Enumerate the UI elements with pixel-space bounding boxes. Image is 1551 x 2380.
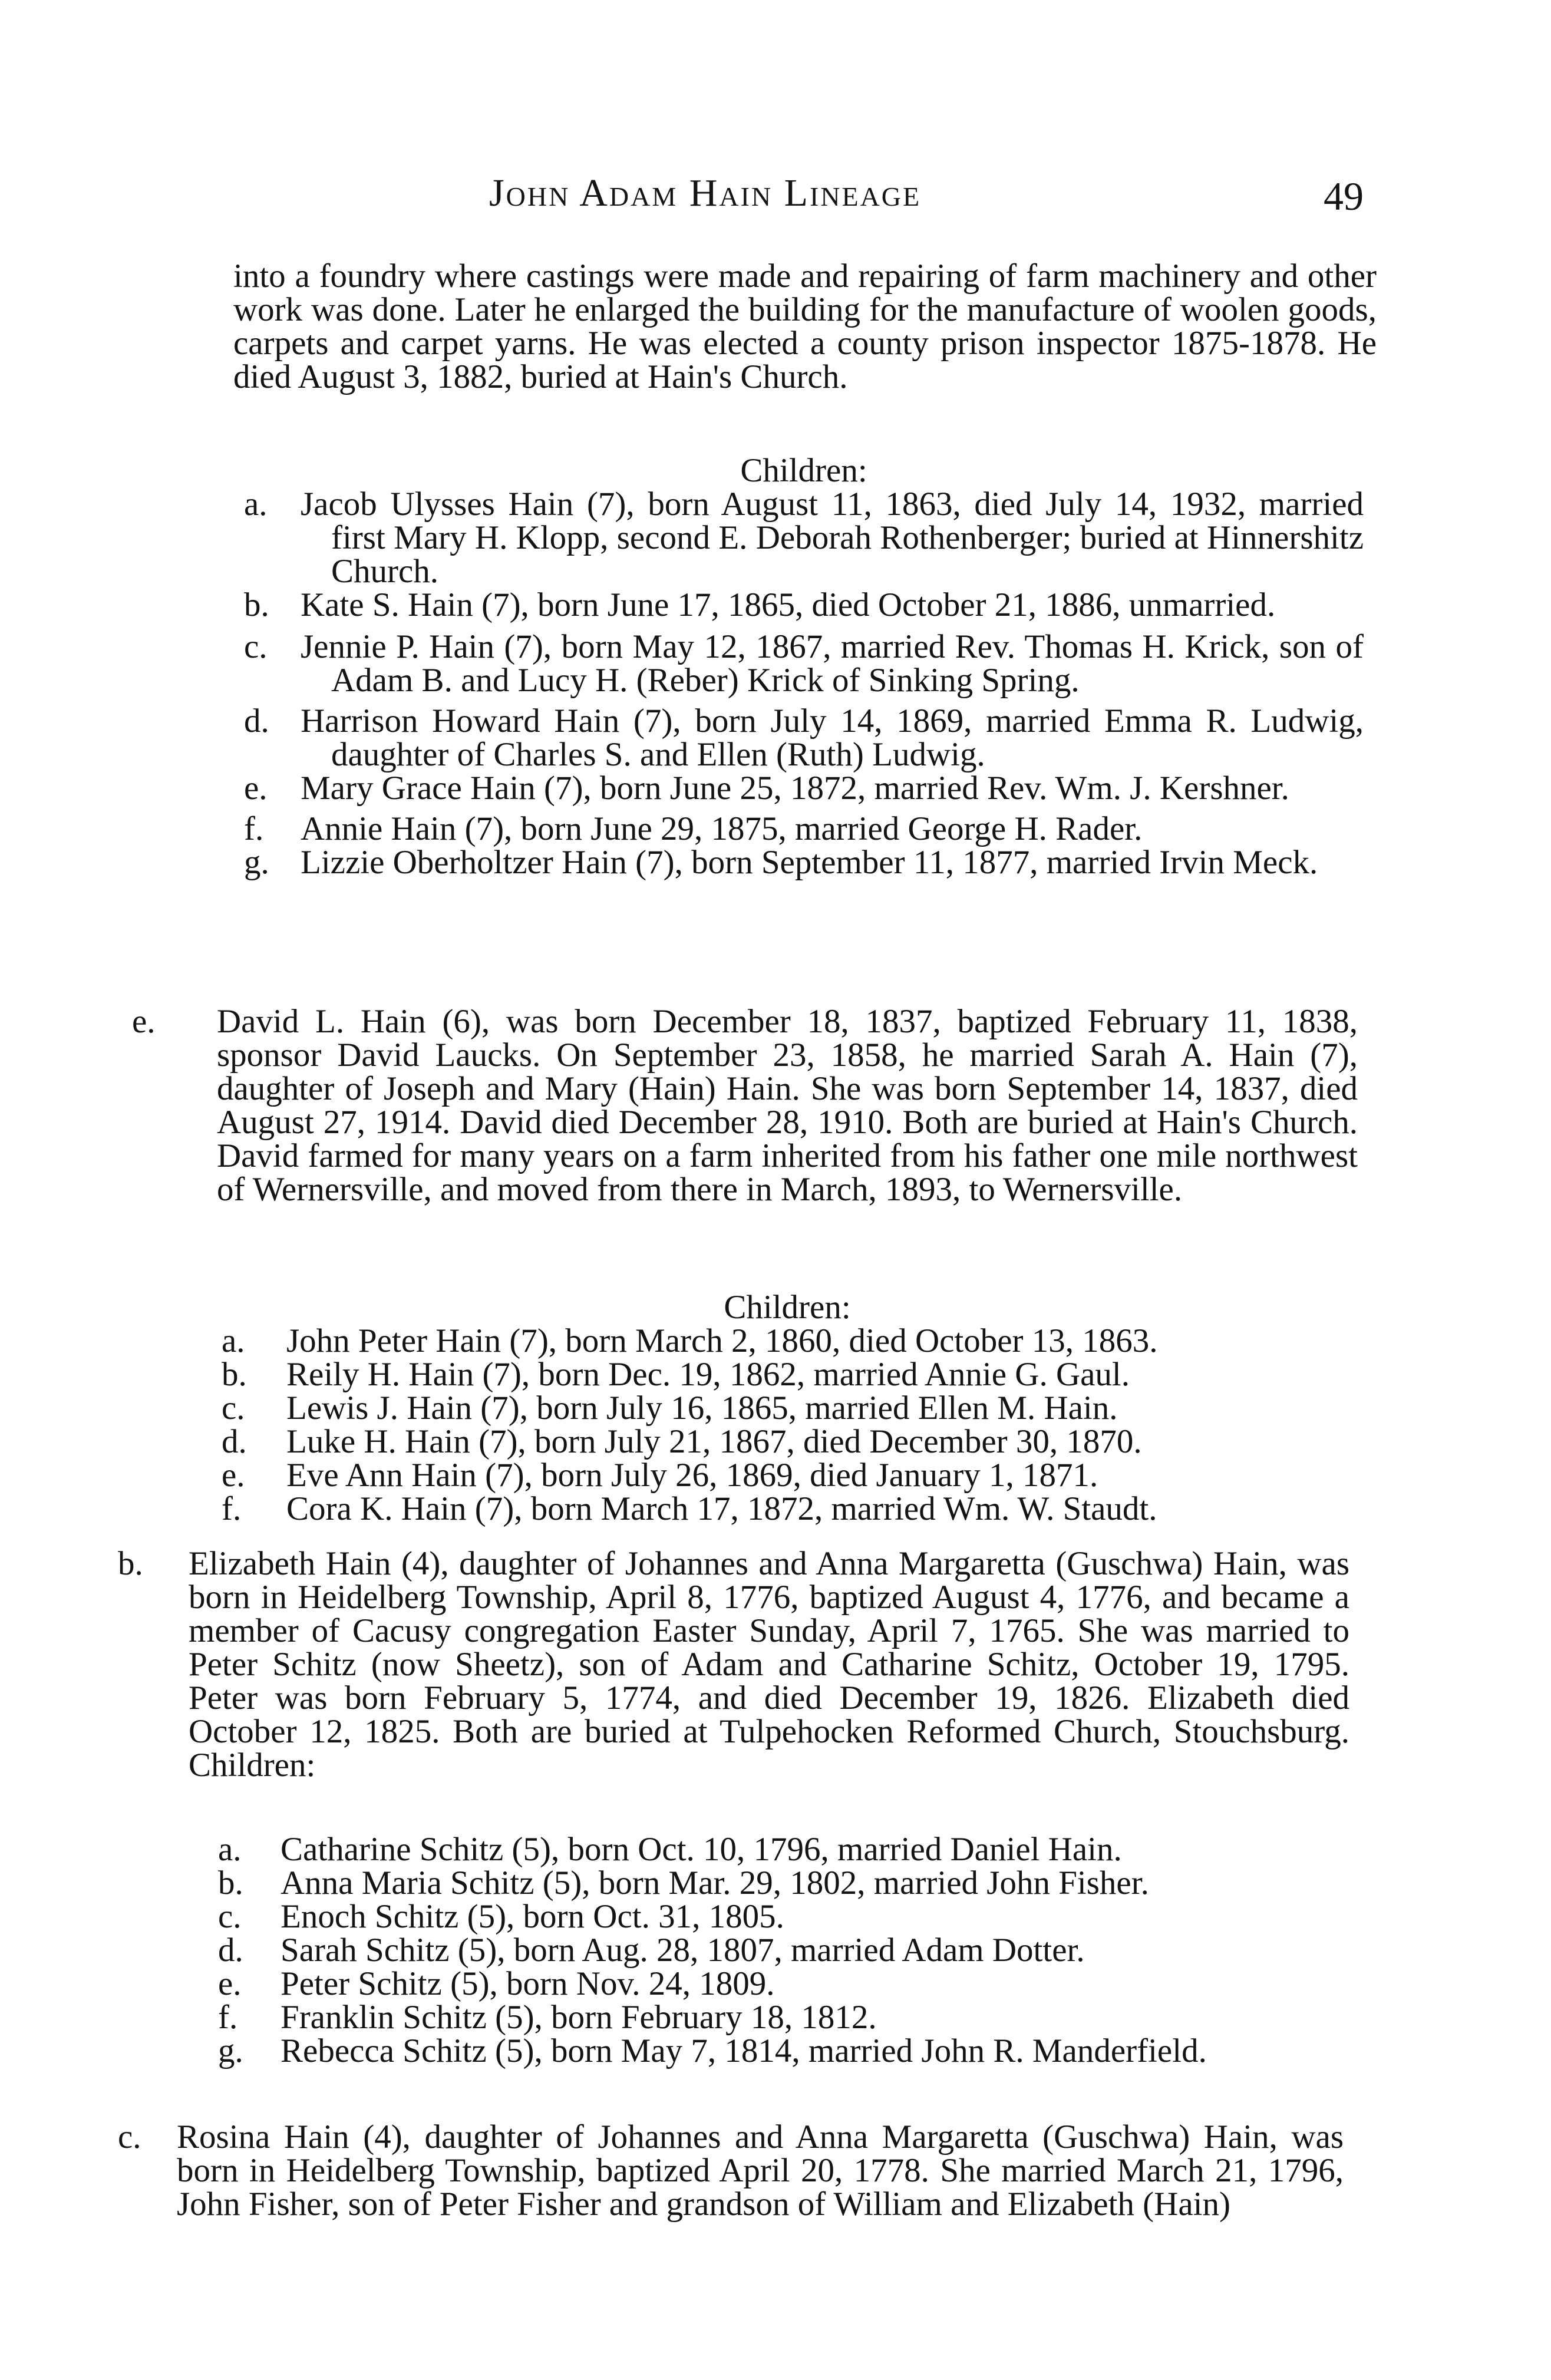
children-list-3 <box>218 1833 1349 2068</box>
list-item-letter: e. <box>218 1965 242 2002</box>
running-head: John Adam Hain Lineage <box>489 171 922 214</box>
children-list-2 <box>222 1290 1353 1526</box>
list-item-letter: c. <box>244 628 268 665</box>
list-item <box>222 1425 1353 1458</box>
entry-david <box>132 1005 1358 1206</box>
list-item <box>218 1933 1349 1967</box>
list-item <box>222 1492 1353 1526</box>
entry-letter: c. <box>118 2118 141 2155</box>
list-item-letter: g. <box>218 2032 243 2069</box>
list-item-text: Kate S. Hain (7), born June 17, 1865, died October 21, 1886, unmarried. <box>301 586 1276 623</box>
list-item-letter: c. <box>222 1389 245 1427</box>
list-item-letter: f. <box>222 1490 242 1527</box>
list-item <box>244 588 1364 622</box>
list-item-text: Jennie P. Hain (7), born May 12, 1867, married Rev. Thomas H. Krick, son of Adam B. and Lucy H. (Reber) Krick of Sinking Spring. <box>301 628 1364 699</box>
list-item-letter: a. <box>244 486 268 523</box>
list-item-text: Catharine Schitz (5), born Oct. 10, 1796, married Daniel Hain. <box>280 1831 1122 1868</box>
list-item-text: Enoch Schitz (5), born Oct. 31, 1805. <box>280 1898 784 1935</box>
list-item-letter: e. <box>222 1457 245 1494</box>
entry-elizabeth <box>118 1547 1349 1782</box>
list-item-letter: g. <box>244 844 269 881</box>
list-item-letter: b. <box>222 1356 247 1393</box>
list-item-letter: b. <box>218 1864 243 1902</box>
list-item-letter: d. <box>218 1932 243 1969</box>
list-item-text: Peter Schitz (5), born Nov. 24, 1809. <box>280 1965 775 2002</box>
list-item <box>222 1358 1353 1391</box>
list-item <box>222 1391 1353 1425</box>
list-item <box>244 704 1364 771</box>
list-item <box>218 1900 1349 1933</box>
list-item-letter: d. <box>222 1423 247 1460</box>
list-item-text: John Peter Hain (7), born March 2, 1860, died October 13, 1863. <box>286 1322 1158 1359</box>
entry-text: David L. Hain (6), was born December 18, 1837, baptized February 11, 1838, sponsor David Laucks. On September 23, 1858, he married Sarah A. Hain (7), daughter of Joseph and Mary (Hain) Hain. She was born September 14, 1837, died August 27, 1914. David died December 28, 1910. Both are buried at Hain's Church. David farmed for many years on a farm inherited from his father one mile northwest of Wernersville, and moved from there in March, 1893, to Wernersville. <box>217 1003 1358 1208</box>
intro-paragraph-text: into a foundry where castings were made and repairing of farm machinery and other work was done. Later he enlarged the building for the manufacture of woolen goods, carpets and carpet yarns. He was elected a county prison inspector 1875-1878. He died August 3, 1882, buried at Hain's Church. <box>233 258 1377 395</box>
entry-rosina <box>118 2120 1344 2221</box>
list-item <box>244 771 1364 805</box>
list-item-text: Anna Maria Schitz (5), born Mar. 29, 1802, married John Fisher. <box>280 1864 1149 1902</box>
list-item-text: Rebecca Schitz (5), born May 7, 1814, married John R. Manderfield. <box>280 2032 1207 2069</box>
list-item-text: Sarah Schitz (5), born Aug. 28, 1807, married Adam Dotter. <box>280 1932 1085 1969</box>
list-item <box>218 2001 1349 2034</box>
entry-text: Rosina Hain (4), daughter of Johannes and Anna Margaretta (Guschwa) Hain, was born in Heidelberg Township, baptized April 20, 1778. She married March 21, 1796, John Fisher, son of Peter Fisher and grandson of William and Elizabeth (Hain) <box>177 2118 1344 2223</box>
list-item <box>222 1324 1353 1358</box>
list-item <box>222 1458 1353 1492</box>
list-item-text: Franklin Schitz (5), born February 18, 1812. <box>280 1999 877 2036</box>
list-item <box>218 1833 1349 1866</box>
entry-letter: e. <box>132 1003 156 1040</box>
list-item <box>244 630 1364 697</box>
list-item-letter: d. <box>244 702 269 740</box>
list-item-letter: b. <box>244 586 269 623</box>
list-item-letter: a. <box>218 1831 242 1868</box>
list-item <box>244 487 1364 588</box>
entry-elizabeth-paragraph <box>118 1547 1349 1782</box>
entry-letter: b. <box>118 1545 143 1582</box>
children-heading-1: Children: <box>740 452 867 489</box>
list-item-text: Lizzie Oberholtzer Hain (7), born September 11, 1877, married Irvin Meck. <box>301 844 1318 881</box>
list-item-text: Reily H. Hain (7), born Dec. 19, 1862, married Annie G. Gaul. <box>286 1356 1130 1393</box>
entry-text: Elizabeth Hain (4), daughter of Johannes and Anna Margaretta (Guschwa) Hain, was born in Heidelberg Township, April 8, 1776, baptized August 4, 1776, and became a member of Cacusy congregation Easter Sunday, April 7, 1765. She was married to Peter Schitz (now Sheetz), son of Adam and Catharine Schitz, October 19, 1795. Peter was born February 5, 1774, and died December 19, 1826. Elizabeth died October 12, 1825. Both are buried at Tulpehocken Reformed Church, Stouchsburg. Children: <box>189 1545 1349 1784</box>
list-item-letter: f. <box>244 810 264 847</box>
intro-paragraph <box>233 259 1377 394</box>
list-item <box>218 1866 1349 1900</box>
entry-david-paragraph <box>132 1005 1358 1206</box>
entry-rosina-paragraph <box>118 2120 1344 2221</box>
list-item <box>244 812 1364 846</box>
list-item-letter: e. <box>244 770 268 807</box>
list-item-text: Lewis J. Hain (7), born July 16, 1865, married Ellen M. Hain. <box>286 1389 1118 1427</box>
list-item-letter: f. <box>218 1999 238 2036</box>
list-item <box>244 846 1364 879</box>
list-item-text: Eve Ann Hain (7), born July 26, 1869, died January 1, 1871. <box>286 1457 1098 1494</box>
list-item-letter: a. <box>222 1322 245 1359</box>
list-item-text: Cora K. Hain (7), born March 17, 1872, married Wm. W. Staudt. <box>286 1490 1157 1527</box>
list-item-letter: c. <box>218 1898 242 1935</box>
list-item <box>218 1967 1349 2001</box>
children-list-1 <box>244 454 1364 879</box>
list-item-text: Jacob Ulysses Hain (7), born August 11, 1863, died July 14, 1932, married first Mary H. Klopp, second E. Deborah Rothenberger; buried at Hinnershitz Church. <box>301 486 1364 590</box>
list-item-text: Luke H. Hain (7), born July 21, 1867, died December 30, 1870. <box>286 1423 1142 1460</box>
list-item-text: Mary Grace Hain (7), born June 25, 1872, married Rev. Wm. J. Kershner. <box>301 770 1289 807</box>
list-item-text: Annie Hain (7), born June 29, 1875, married George H. Rader. <box>301 810 1143 847</box>
page-number: 49 <box>1324 174 1364 219</box>
children-heading-2: Children: <box>724 1289 851 1326</box>
list-item <box>218 2034 1349 2068</box>
list-item-text: Harrison Howard Hain (7), born July 14, 1869, married Emma R. Ludwig, daughter of Charles S. and Ellen (Ruth) Ludwig. <box>301 702 1364 773</box>
